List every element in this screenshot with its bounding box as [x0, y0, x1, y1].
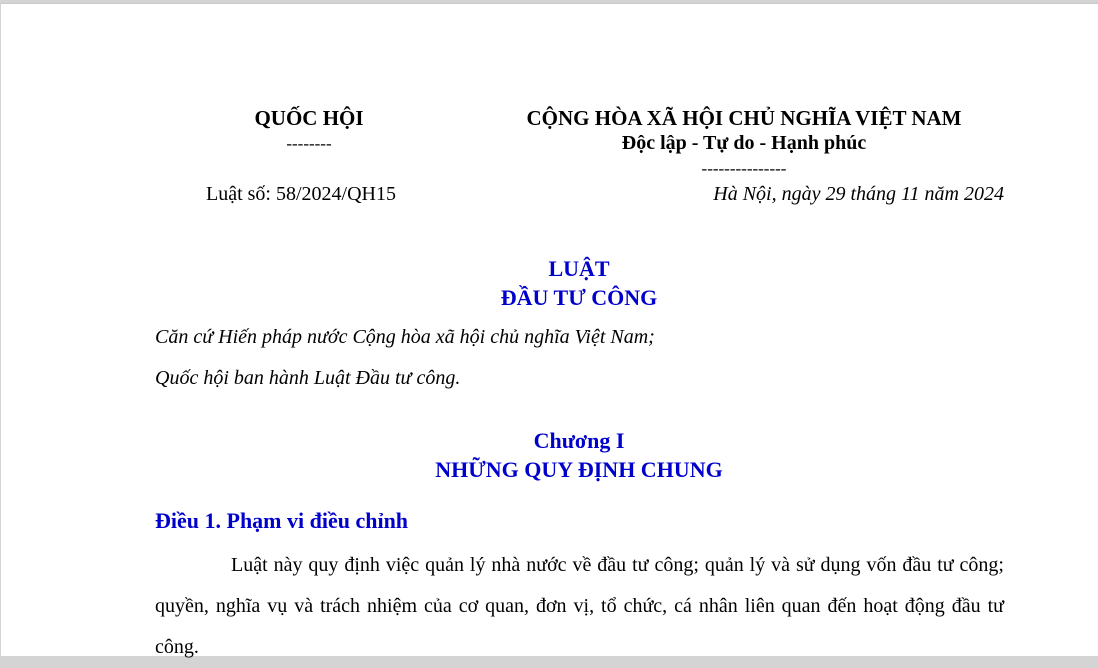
motto-divider: ---------------	[701, 159, 787, 178]
document-type-heading: LUẬT	[548, 256, 610, 281]
preamble-line: Quốc hội ban hành Luật Đầu tư công.	[155, 367, 461, 389]
national-motto: Độc lập - Tự do - Hạnh phúc	[621, 132, 867, 154]
chapter-number: Chương I	[533, 428, 625, 453]
chapter-name: NHỮNG QUY ĐỊNH CHUNG	[435, 457, 723, 482]
country-name: CỘNG HÒA XÃ HỘI CHỦ NGHĨA VIỆT NAM	[526, 106, 962, 130]
issuer-name: QUỐC HỘI	[254, 106, 364, 130]
article-title: Điều 1. Phạm vi điều chỉnh	[155, 508, 409, 533]
preamble-line: Căn cứ Hiến pháp nước Cộng hòa xã hội chủ nghĩa Việt Nam;	[155, 326, 655, 348]
law-number: Luật số: 58/2024/QH15	[206, 183, 396, 205]
document-page	[1, 3, 1098, 656]
place-date: Hà Nội, ngày 29 tháng 11 năm 2024	[713, 183, 1004, 205]
law-name-heading: ĐẦU TƯ CÔNG	[500, 285, 658, 310]
issuer-divider: --------	[286, 134, 332, 153]
article-body: Luật này quy định việc quản lý nhà nước về đầu tư công; quản lý và sử dụng vốn đầu tư công; quyền, nghĩa vụ và trách nhiệm của cơ quan, đơn vị, tổ chức, cá nhân liên quan đến hoạt động đầu tư công.	[155, 554, 1004, 658]
